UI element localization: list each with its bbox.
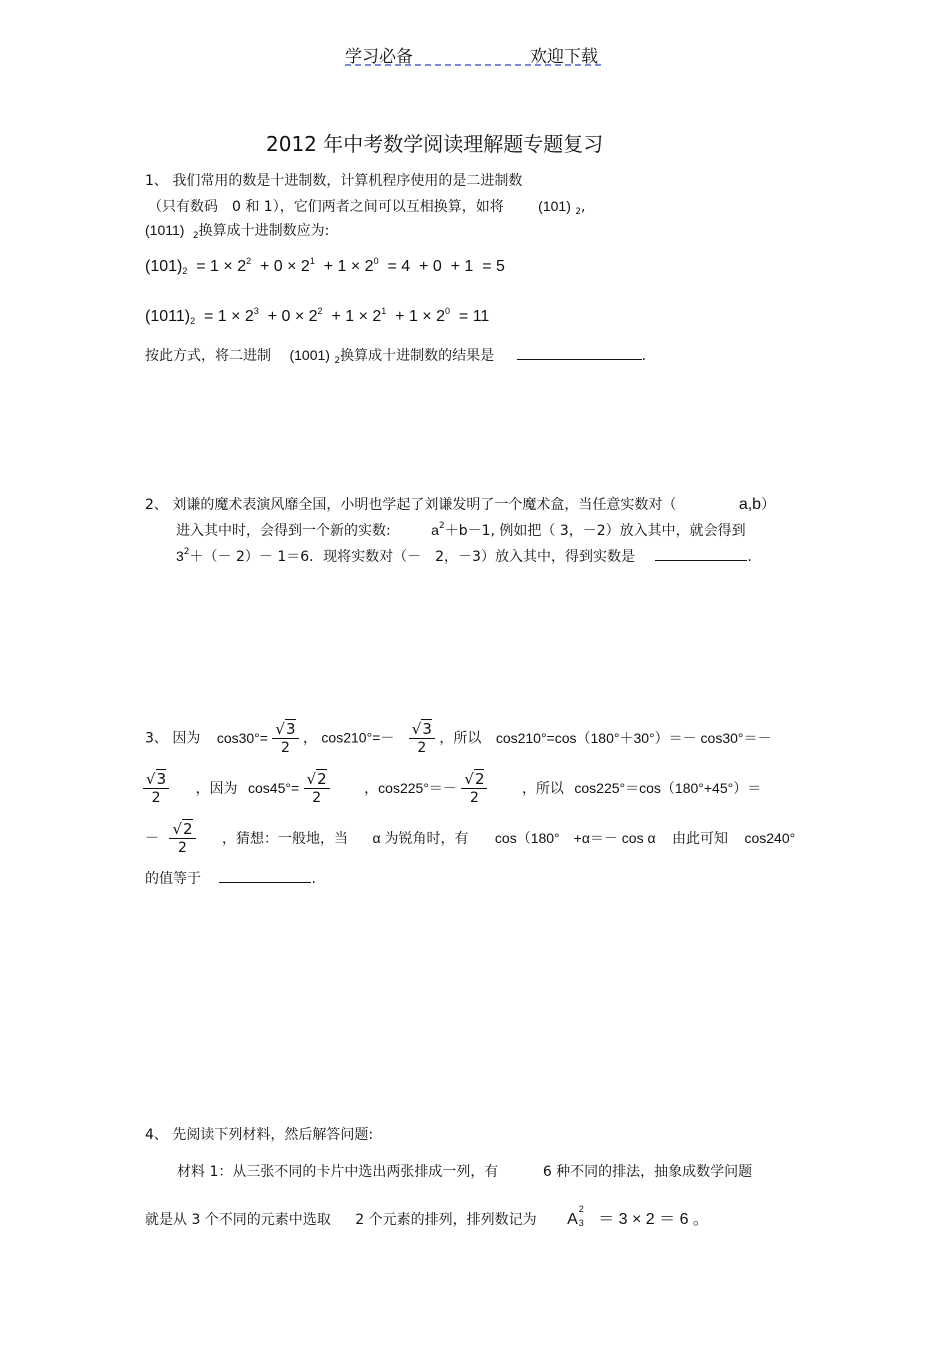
q1-line2-text: （只有数码 0 和 1），它们两者之间可以互相换算，如将 bbox=[148, 199, 504, 215]
q1-binary-1011: (1011) bbox=[145, 222, 185, 238]
q4-line2-text2: 6 种不同的排法，抽象成数学问题 bbox=[542, 1164, 753, 1180]
q2-line2-text: 进入其中时，会得到一个新的实数: bbox=[176, 523, 391, 539]
q3-expr2: cos225°＝cos（180°+45°）＝ bbox=[574, 779, 762, 796]
q1-line4-text: 按此方式，将二进制 bbox=[145, 348, 271, 364]
q3-expr1: cos210°=cos（180°＋30°）＝－ cos30°＝－ bbox=[495, 729, 772, 746]
q4-line3-text: 就是从 3 个不同的元素中选取 bbox=[145, 1212, 331, 1228]
q4-line1: 4、 先阅读下列材料，然后解答问题: bbox=[145, 1127, 374, 1143]
q1-line4 bbox=[145, 345, 646, 365]
q3-period: . bbox=[311, 871, 316, 887]
q3-cos210: cos210°=－ bbox=[321, 729, 395, 746]
q3-value-text: 的值等于 bbox=[145, 871, 201, 887]
q3-comma: ， bbox=[302, 730, 317, 747]
q3-frac-sqrt2-2: $\frac{√2}{2}$ bbox=[304, 770, 330, 807]
q3-expr3: cos（180° +α＝－ cos α bbox=[494, 829, 656, 846]
q3-frac-sqrt3-2b: $\frac{√3}{2}$ bbox=[409, 720, 435, 757]
q1-binary-101: (101) bbox=[538, 198, 571, 214]
q3-guess: ，猜想：一般地，当 bbox=[222, 830, 349, 847]
q3-line3 bbox=[145, 820, 795, 857]
q1-comma: , bbox=[581, 199, 586, 215]
q4-equation: ＝ 3 × 2 ＝ 6 。 bbox=[598, 1211, 709, 1228]
q4-permutation: A 2 3 bbox=[567, 1204, 584, 1228]
header-right: 欢迎下载 bbox=[530, 47, 598, 67]
q3-known: 由此可知 bbox=[672, 830, 729, 847]
q3-line4 bbox=[145, 868, 316, 888]
q2-var-a: a bbox=[431, 522, 439, 538]
q1-period: . bbox=[641, 348, 647, 364]
q2-line3 bbox=[176, 546, 752, 566]
q1-line1: 1、 我们常用的数是十进制数，计算机程序使用的是二进制数 bbox=[145, 173, 523, 189]
q1-line2 bbox=[148, 196, 586, 216]
q1-equation-2: $(1011)_2 = 1 \times 2^3 + 0 \times 2^2 + 1 \times 2^1 + 1 \times 2^0 = 11$ bbox=[145, 306, 490, 326]
q3-so: ，所以 bbox=[439, 730, 482, 747]
q4-line2-text: 材料 1：从三张不同的卡片中选出两张排成一列，有 bbox=[177, 1164, 499, 1180]
q3-because: ，因为 bbox=[195, 780, 238, 797]
q3-cos225: ，cos225°＝－ bbox=[364, 779, 457, 796]
q2-exp-2: 2 bbox=[183, 547, 190, 557]
q2-line1-text: 2、 刘谦的魔术表演风靡全国，小明也学起了刘谦发明了一个魔术盒，当任意实数对（ bbox=[145, 497, 677, 513]
q2-answer-blank[interactable] bbox=[655, 560, 747, 561]
q1-base-2b: 2 bbox=[192, 231, 199, 241]
q3-cos45: cos45°= bbox=[248, 779, 300, 796]
q2-line2-text2: ＋b－1, 例如把（ 3，－2）放入其中，就会得到 bbox=[444, 523, 746, 539]
q2-line2 bbox=[176, 520, 746, 540]
q3-alpha: α 为锐角时，有 bbox=[372, 829, 469, 846]
q1-line4-text2: 换算成十进制数的结果是 bbox=[340, 348, 495, 364]
q2-line3-text: ＋（－ 2）－ 1＝6．现将实数对（－ 2，－3）放入其中，得到实数是 bbox=[189, 549, 635, 565]
q1-base-2c: 2 bbox=[334, 356, 341, 366]
q4-line3-text2: 2 个元素的排列，排列数记为 bbox=[355, 1212, 537, 1228]
q3-frac-sqrt2-2b: $\frac{√2}{2}$ bbox=[461, 770, 487, 807]
q2-paren: ） bbox=[761, 497, 776, 513]
q1-answer-blank[interactable] bbox=[517, 359, 642, 360]
q4-line3 bbox=[145, 1206, 709, 1229]
q2-pair-ab: a,b bbox=[738, 496, 762, 513]
q2-line1 bbox=[145, 494, 775, 514]
q2-base-3: 3 bbox=[176, 548, 184, 564]
q1-line3 bbox=[145, 220, 329, 240]
q3-answer-blank[interactable] bbox=[219, 882, 311, 883]
q2-period: . bbox=[747, 549, 752, 565]
q2-exp: 2 bbox=[438, 521, 445, 531]
q3-line2 bbox=[143, 770, 761, 807]
page-title: 2012 年中考数学阅读理解题专题复习 bbox=[266, 132, 604, 156]
q3-so2: ，所以 bbox=[521, 780, 564, 797]
q1-binary-1001: (1001) bbox=[289, 347, 330, 363]
q3-frac-sqrt3-2c: $\frac{√3}{2}$ bbox=[143, 770, 169, 807]
q1-base-2: 2 bbox=[575, 207, 582, 217]
q3-cos30: cos30°= bbox=[216, 729, 268, 746]
q3-frac-sqrt3-2: $\frac{√3}{2}$ bbox=[272, 720, 298, 757]
q3-neg: － bbox=[145, 829, 159, 846]
q3-cos240: cos240° bbox=[744, 829, 796, 846]
q3-line1 bbox=[145, 720, 772, 757]
q1-equation-1: $(101)_2 = 1 \times 2^2 + 0 \times 2^1 + 1 \times 2^0 = 4 + 0 + 1 = 5$ bbox=[145, 256, 505, 276]
header-divider bbox=[345, 64, 601, 66]
header-left: 学习必备 bbox=[345, 47, 413, 67]
q3-frac-sqrt2-2c: $\frac{√2}{2}$ bbox=[169, 820, 195, 857]
q1-line3-text: 换算成十进制数应为: bbox=[198, 223, 330, 239]
q4-line2 bbox=[177, 1161, 752, 1181]
q3-start: 3、 因为 bbox=[145, 730, 201, 747]
